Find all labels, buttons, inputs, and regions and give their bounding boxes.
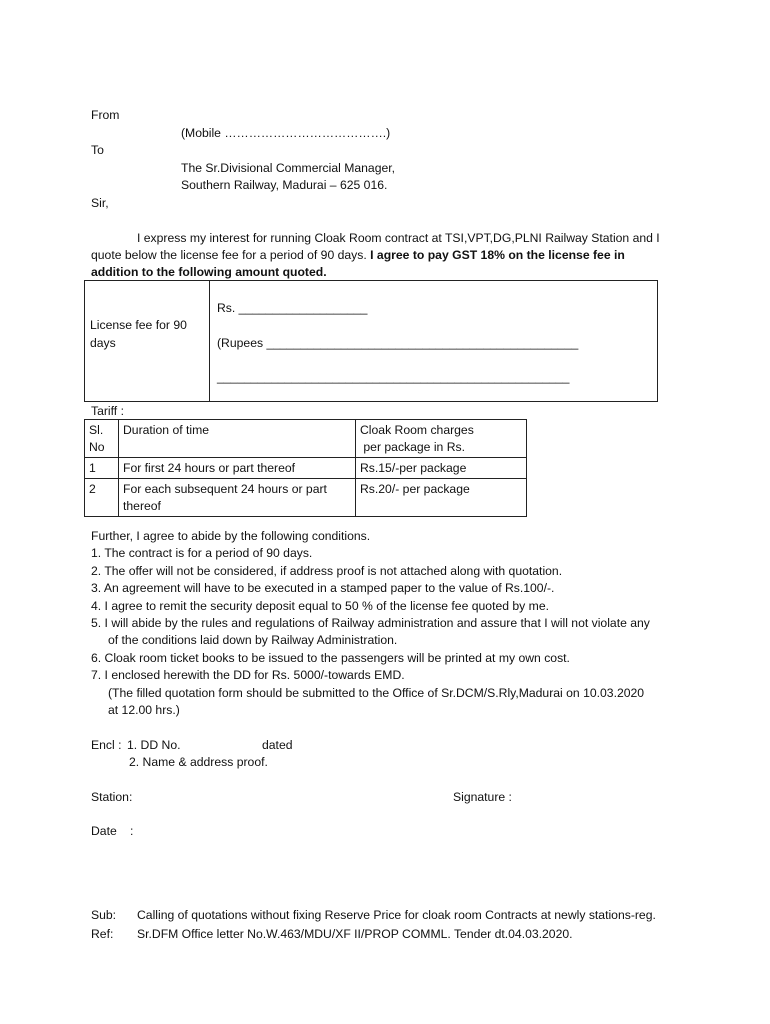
tariff-row-sl: 1 [85,458,119,479]
license-fee-label-line2: days [90,336,116,350]
rupees-words-continuation-line[interactable]: ____________________________________________________ [217,370,570,384]
condition-item: 5. I will abide by the rules and regulations of Railway administration and assure that I will not violate any [91,616,650,630]
reference-label: Ref: [91,927,114,941]
tariff-row-sl: 2 [85,479,119,517]
condition-item: 7. I enclosed herewith the DD for Rs. 5000/-towards EMD. [91,668,405,682]
addressee-line2: Southern Railway, Madurai – 625 016. [181,178,388,192]
tariff-title: Tariff : [91,404,124,418]
intro-line2-plain: quote below the license fee for a period of 90 days. [91,248,367,262]
tariff-header-row [85,420,527,458]
addressee-line1: The Sr.Divisional Commercial Manager, [181,161,396,175]
condition-item-continuation: at 12.00 hrs.) [108,703,180,717]
license-fee-amount-cell[interactable] [210,281,658,402]
condition-item: 6. Cloak room ticket books to be issued to the passengers will be printed at my own cost. [91,651,570,665]
tariff-table [84,419,527,517]
license-fee-label-cell [85,281,210,402]
condition-item-continuation: (The filled quotation form should be submitted to the Office of Sr.DCM/S.Rly,Madurai on 10.03.2020 [108,686,645,700]
license-fee-label-line1: License fee for 90 [90,318,187,332]
intro-line3-bold: addition to the following amount quoted. [91,265,327,279]
signature-label: Signature : [453,790,512,804]
condition-item-continuation: of the conditions laid down by Railway Administration. [108,633,398,647]
tariff-row-duration: For first 24 hours or part thereof [119,458,356,479]
tariff-header-charges-line2: per package in Rs. [360,440,466,454]
rupees-words-line[interactable]: (Rupees ______________________________________________ [217,336,579,350]
tariff-row-charge: Rs.15/-per package [356,458,527,479]
enclosure-dated: dated [262,738,293,752]
enclosure-dd-no: 1. DD No. [127,738,181,752]
from-label: From [91,108,120,122]
intro-line1: I express my interest for running Cloak Room contract at TSI,VPT,DG,PLNI Railway Station and I [137,231,660,245]
tariff-header-sl-line1: Sl. [89,423,104,437]
tariff-header-duration: Duration of time [119,420,356,458]
enclosure-label: Encl : [91,738,122,752]
enclosure-address-proof: 2. Name & address proof. [129,755,268,769]
salutation: Sir, [91,196,109,210]
tariff-header-charges [356,420,527,458]
license-fee-table [84,280,658,402]
reference-text: Sr.DFM Office letter No.W.463/MDU/XF II/PROP COMML. Tender dt.04.03.2020. [137,927,573,941]
to-label: To [91,143,104,157]
subject-text: Calling of quotations without fixing Reserve Price for cloak room Contracts at newly stations-reg. [137,908,656,922]
tariff-row [85,458,527,479]
tariff-row-duration: For each subsequent 24 hours or part thereof [119,479,356,517]
condition-item: 1. The contract is for a period of 90 days. [91,546,313,560]
tariff-row [85,479,527,517]
intro-line2 [91,247,625,263]
rs-amount-line[interactable]: Rs. ___________________ [217,301,368,315]
mobile-line: (Mobile ………………………………….) [181,126,391,140]
tariff-header-sl [85,420,119,458]
station-label: Station: [91,790,133,804]
subject-label: Sub: [91,908,117,922]
condition-item: 4. I agree to remit the security deposit equal to 50 % of the license fee quoted by me. [91,599,549,613]
intro-line2-bold: I agree to pay GST 18% on the license fee in [370,248,625,262]
tariff-header-sl-line2: No [89,440,105,454]
conditions-intro: Further, I agree to abide by the following conditions. [91,529,371,543]
condition-item: 3. An agreement will have to be executed in a stamped paper to the value of Rs.100/-. [91,581,555,595]
tariff-header-charges-line1: Cloak Room charges [360,423,474,437]
tariff-row-charge: Rs.20/- per package [356,479,527,517]
date-label: Date [91,824,117,838]
condition-item: 2. The offer will not be considered, if address proof is not attached along with quotation. [91,564,563,578]
date-colon: : [130,824,134,838]
